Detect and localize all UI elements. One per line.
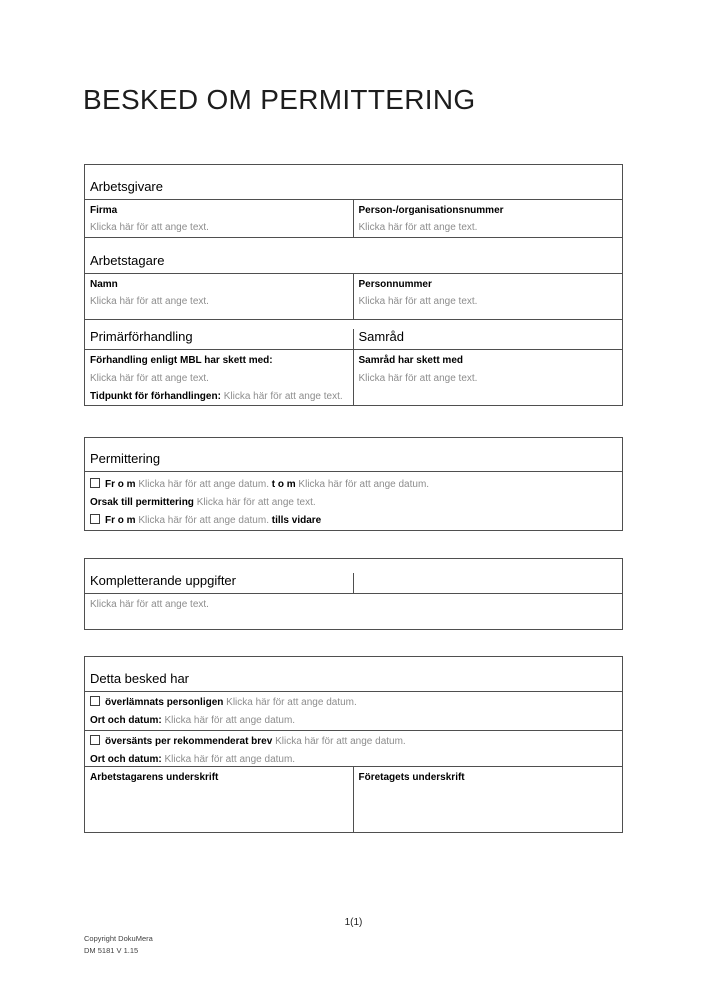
- mbl-cell: [85, 350, 354, 405]
- layoff-from2-date-placeholder[interactable]: Klicka här för att ange datum.: [138, 515, 269, 526]
- negotiation-time-placeholder[interactable]: Klicka här för att ange text.: [223, 391, 343, 402]
- layoff-until-further-label: tills vidare: [271, 515, 322, 526]
- layoff-reason-line: [90, 494, 617, 512]
- ssn-label: Personnummer: [358, 279, 432, 290]
- notice-delivered-date-placeholder[interactable]: Klicka här för att ange datum.: [226, 697, 357, 708]
- additional-header-empty-cell: [354, 588, 623, 593]
- additional-content-cell: [85, 594, 622, 629]
- employee-fields-row: [85, 273, 622, 319]
- layoff-section-header: [85, 438, 622, 471]
- additional-content-row: [85, 593, 622, 629]
- additional-header-label: Kompletterande uppgifter: [90, 573, 236, 588]
- consultation-cell: [354, 350, 623, 405]
- orgno-input-placeholder[interactable]: Klicka här för att ange text.: [358, 222, 478, 233]
- notice-mailed-checkbox-icon[interactable]: [90, 735, 100, 745]
- signature-row: [85, 766, 622, 832]
- company-signature-cell[interactable]: [354, 767, 623, 832]
- company-label: Firma: [90, 205, 118, 216]
- copyright-text: [84, 933, 153, 956]
- page-number: 1(1): [344, 917, 363, 928]
- additional-section-header: [85, 559, 622, 593]
- negotiation-section-header: [85, 319, 622, 349]
- notice-delivered-place-line: [90, 712, 617, 730]
- negotiation-time-line: [90, 388, 348, 405]
- notice-delivered-label: överlämnats personligen: [105, 697, 224, 708]
- additional-info-table: [84, 558, 623, 630]
- consultation-label: Samråd har skett med: [358, 355, 463, 366]
- name-cell: [85, 274, 354, 319]
- employee-signature-label: Arbetstagarens underskrift: [90, 772, 219, 783]
- notice-delivered-cell: [85, 692, 622, 730]
- employee-header-label: Arbetstagare: [90, 253, 165, 268]
- layoff-header-label: Permittering: [90, 451, 161, 466]
- mbl-label: Förhandling enligt MBL har skett med:: [90, 355, 273, 366]
- consultation-header-label: Samråd: [358, 329, 405, 344]
- layoff-until-further-line: [90, 512, 617, 530]
- company-input-placeholder[interactable]: Klicka här för att ange text.: [90, 222, 209, 233]
- ssn-cell: [354, 274, 623, 319]
- employer-header-label: Arbetsgivare: [90, 179, 163, 194]
- mbl-input-placeholder[interactable]: Klicka här för att ange text.: [90, 373, 209, 384]
- company-signature-label: Företagets underskrift: [358, 772, 465, 783]
- copyright-line1: Copyright DokuMera: [84, 934, 153, 943]
- company-cell: [85, 200, 354, 237]
- notice-mailed-label: översänts per rekommenderat brev: [105, 736, 273, 747]
- notice-delivered-checkbox-icon[interactable]: [90, 696, 100, 706]
- consultation-header-cell: [354, 329, 623, 349]
- name-input-placeholder[interactable]: Klicka här för att ange text.: [90, 296, 209, 307]
- main-info-table: [84, 164, 623, 406]
- notice-mailed-line: [90, 733, 617, 751]
- notice-mailed-date-placeholder[interactable]: Klicka här för att ange datum.: [275, 736, 406, 747]
- notice-mailed-place-placeholder[interactable]: Klicka här för att ange datum.: [164, 754, 296, 765]
- employee-section-header: [85, 237, 622, 273]
- layoff-reason-placeholder[interactable]: Klicka här för att ange text.: [196, 497, 316, 508]
- copyright-line2: DM 5181 V 1.15: [84, 945, 139, 955]
- layoff-table: [84, 437, 623, 531]
- layoff-to-date-placeholder[interactable]: Klicka här för att ange datum.: [298, 479, 430, 490]
- additional-header-cell: [85, 573, 354, 593]
- notice-mailed-cell: [85, 731, 622, 766]
- employer-fields-row: [85, 199, 622, 237]
- notice-mailed-place-line: [90, 751, 617, 766]
- ssn-input-placeholder[interactable]: Klicka här för att ange text.: [358, 296, 478, 307]
- consultation-input-placeholder[interactable]: Klicka här för att ange text.: [358, 373, 478, 384]
- layoff-period-checkbox-icon[interactable]: [90, 478, 100, 488]
- notice-delivered-place-label: Ort och datum:: [90, 715, 162, 726]
- layoff-period-line: [90, 476, 617, 494]
- orgno-label: Person-/organisationsnummer: [358, 205, 504, 216]
- layoff-from-label: Fr o m: [105, 479, 136, 490]
- notice-section-header: [85, 657, 622, 691]
- notice-delivered-line: [90, 694, 617, 712]
- notice-header-label: Detta besked har: [90, 671, 190, 686]
- negotiation-time-label: Tidpunkt för förhandlingen:: [90, 391, 221, 402]
- additional-input-placeholder[interactable]: Klicka här för att ange text.: [90, 599, 209, 610]
- page-title: BESKED OM PERMITTERING: [83, 84, 476, 115]
- employee-signature-cell[interactable]: [85, 767, 354, 832]
- negotiation-fields-row: [85, 349, 622, 405]
- primary-negotiation-header-cell: [85, 329, 354, 349]
- layoff-content-cell: [85, 472, 622, 530]
- notice-delivered-row: [85, 691, 622, 730]
- orgno-cell: [354, 200, 623, 237]
- name-label: Namn: [90, 279, 118, 290]
- notice-mailed-row: [85, 730, 622, 766]
- layoff-content-row: [85, 471, 622, 530]
- layoff-reason-label: Orsak till permittering: [90, 497, 194, 508]
- employer-section-header: [85, 165, 622, 199]
- layoff-from-date-placeholder[interactable]: Klicka här för att ange datum.: [138, 479, 269, 490]
- notice-delivered-place-placeholder[interactable]: Klicka här för att ange datum.: [164, 715, 296, 726]
- primary-negotiation-header-label: Primärförhandling: [90, 329, 193, 344]
- notice-table: [84, 656, 623, 833]
- layoff-from2-label: Fr o m: [105, 515, 136, 526]
- notice-mailed-place-label: Ort och datum:: [90, 754, 162, 765]
- layoff-to-label: t o m: [271, 479, 296, 490]
- layoff-until-further-checkbox-icon[interactable]: [90, 514, 100, 524]
